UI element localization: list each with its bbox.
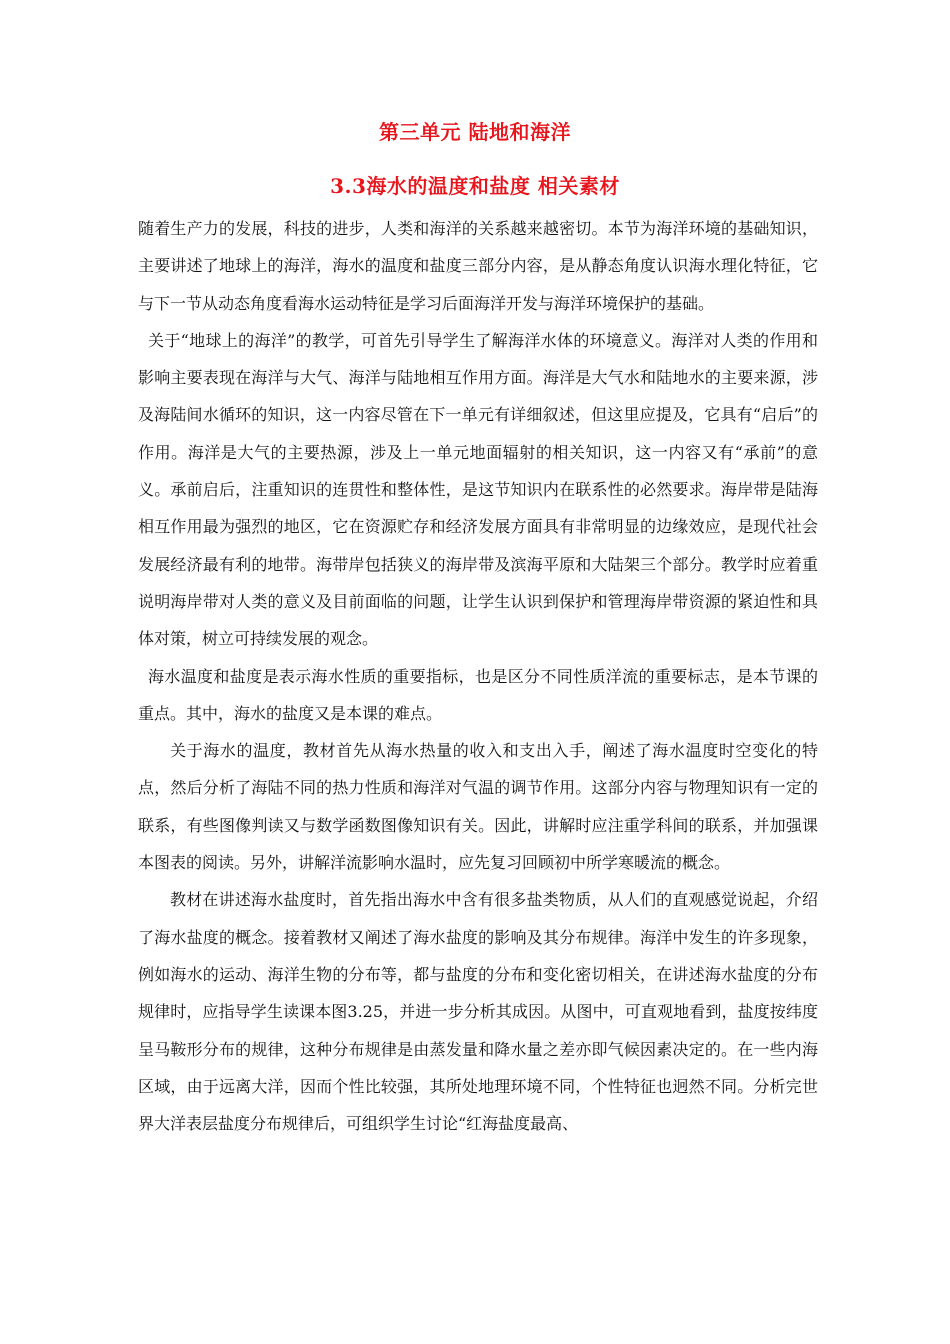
paragraph-intro: 随着生产力的发展，科技的进步，人类和海洋的关系越来越密切。本节为海洋环境的基础知识，主要讲述了地球上的海洋，海水的温度和盐度三部分内容，是从静态角度认识海水理化特征，它与下一节从动态角度看海水运动特征是学习后面海洋开发与海洋环境保护的基础。 <box>138 219 818 313</box>
unit-title: 第三单元 陆地和海洋 <box>379 120 571 144</box>
paragraph-temperature: 关于海水的温度，教材首先从海水热量的收入和支出入手，阐述了海水温度时空变化的特点，然后分析了海陆不同的热力性质和海洋对气温的调节作用。这部分内容与物理知识有一定的联系，有些图像判读又与数学函数图像知识有关。因此，讲解时应注重学科间的联系，并加强课本图表的阅读。另外，讲解洋流影响水温时，应先复习回顾初中所学寒暖流的概念。 <box>138 741 818 873</box>
paragraph-salinity: 教材在讲述海水盐度时，首先指出海水中含有很多盐类物质，从人们的直观感觉说起，介绍了海水盐度的概念。接着教材又阐述了海水盐度的影响及其分布规律。海洋中发生的许多现象，例如海水的运动、海洋生物的分布等，都与盐度的分布和变化密切相关，在讲述海水盐度的分布规律时，应指导学生读课本图3.25，并进一步分析其成因。从图中，可直观地看到，盐度按纬度呈马鞍形分布的规律，这种分布规律是由蒸发量和降水量之差亦即气候因素决定的。在一些内海区域，由于远离大洋，因而个性比较强，其所处地理环境不同，个性特征也迥然不同。分析完世界大洋表层盐度分布规律后，可组织学生讨论“红海盐度最高、 <box>138 890 818 1134</box>
paragraph-earth-ocean: 关于“地球上的海洋”的教学，可首先引导学生了解海洋水体的环境意义。海洋对人类的作用和影响主要表现在海洋与大气、海洋与陆地相互作用方面。海洋是大气水和陆地水的主要来源，涉及海陆间水循环的知识，这一内容尽管在下一单元有详细叙述，但这里应提及，它具有“启后”的作用。海洋是大气的主要热源，涉及上一单元地面辐射的相关知识，这一内容又有“承前”的意义。承前启后，注重知识的连贯性和整体性，是这节知识内在联系性的必然要求。海岸带是陆海相互作用最为强烈的地区，它在资源贮存和经济发展方面具有非常明显的边缘效应，是现代社会发展经济最有利的地带。海带岸包括狭义的海岸带及滨海平原和大陆架三个部分。教学时应着重说明海岸带对人类的意义及目前面临的问题，让学生认识到保护和管理海岸带资源的紧迫性和具体对策，树立可持续发展的观念。 <box>138 330 818 649</box>
section-title: 3.3海水的温度和盐度 相关素材 <box>330 174 620 198</box>
document-body <box>138 210 818 1142</box>
paragraph-temp-salinity-overview: 海水温度和盐度是表示海水性质的重要指标，也是区分不同性质洋流的重要标志，是本节课的重点。其中，海水的盐度又是本课的难点。 <box>138 666 818 723</box>
